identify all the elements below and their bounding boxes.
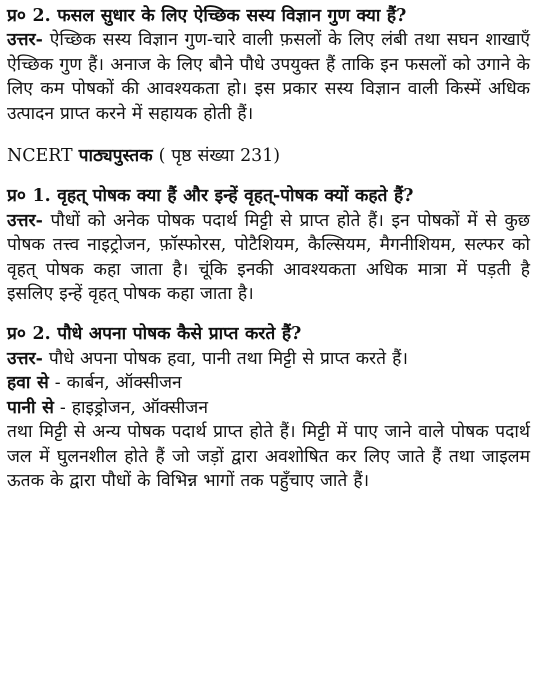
question-2-crop-improvement: प्र० 2. फसल सुधार के लिए ऐच्छिक सस्य विज्ञान गुण क्या हैं? bbox=[7, 6, 407, 26]
water-label: पानी से bbox=[7, 397, 54, 418]
section-title: पाठ्यपुस्तक bbox=[78, 146, 153, 167]
question-2-plant-nutrients: प्र० 2. पौधे अपना पोषक कैसे प्राप्त करते हैं? bbox=[7, 324, 302, 345]
section-page-ref: ( पृष्ठ संख्या 231) bbox=[152, 146, 281, 167]
question-1-macronutrients: प्र० 1. वृहत् पोषक क्या हैं और इन्हें वृहत्-पोषक क्यों कहते हैं? bbox=[7, 186, 414, 207]
section-prefix: NCERT bbox=[7, 146, 79, 167]
answer-label: उत्तर- bbox=[7, 348, 43, 369]
air-label: हवा से bbox=[7, 373, 49, 394]
answer-text: ऐच्छिक सस्य विज्ञान गुण-चारे वाली फ़सलों के लिए लंबी तथा सघन शाखाएँ ऐच्छिक गुण हैं। अनाज के लिए बौने पौधे उपयुक्त हैं ताकि इन फसलों को उगाने के लिए कम पोषकों की आवश्यकता हो। इस प्रकार सस्य विज्ञान वाली किस्में अधिक उत्पादन प्राप्त करने में सहायक होती हैं। bbox=[7, 30, 530, 124]
answer-label: उत्तर- bbox=[7, 210, 43, 231]
answer-2-crop-improvement bbox=[7, 28, 530, 126]
nutrients-from-water bbox=[7, 396, 530, 420]
water-text: - हाइड्रोजन, ऑक्सीजन bbox=[53, 397, 208, 418]
answer-label: उत्तर- bbox=[7, 30, 43, 51]
answer-2-plant-nutrients bbox=[7, 347, 530, 371]
answer-1-macronutrients bbox=[7, 209, 530, 307]
answer-text: पौधे अपना पोषक हवा, पानी तथा मिट्टी से प्राप्त करते हैं। bbox=[42, 348, 408, 369]
answer-text: पौधों को अनेक पोषक पदार्थ मिट्टी से प्राप्त होते हैं। इन पोषकों में से कुछ पोषक तत्त्व नाइट्रोजन, फ़ॉस्फोरस, पोटैशियम, कैल्सियम, मैगनीशियम, सल्फर को वृहत् पोषक कहा जाता है। चूंकि इनकी आवश्यकता अधिक मात्रा में पड़ती है इसलिए इन्हें वृहत् पोषक कहा जाता है। bbox=[7, 210, 530, 305]
air-text: - कार्बन, ऑक्सीजन bbox=[48, 373, 182, 394]
nutrients-from-soil: तथा मिट्टी से अन्य पोषक पदार्थ प्राप्त होते हैं। मिट्टी में पाए जाने वाले पोषक पदार्थ जल में घुलनशील होते हैं जो जड़ों द्वारा अवशोषित कर लिए जाते हैं तथा जाइलम ऊतक के द्वारा पौधों के विभिन्न भागों तक पहुँचाए जाते हैं। bbox=[7, 422, 530, 491]
section-heading bbox=[7, 144, 530, 168]
nutrients-from-air bbox=[7, 371, 530, 395]
